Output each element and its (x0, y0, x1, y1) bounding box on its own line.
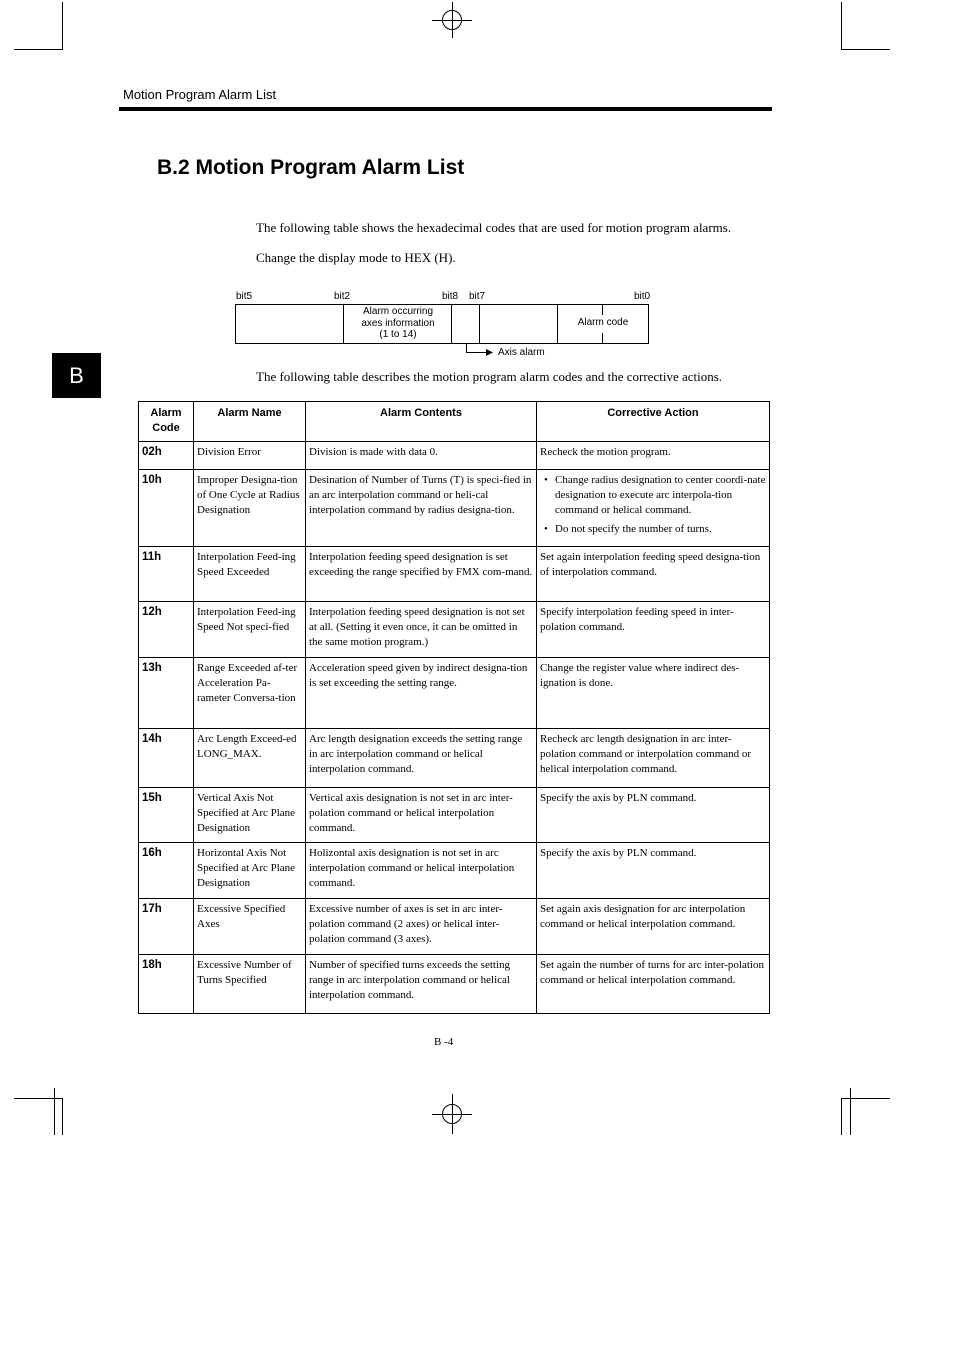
alarm-contents: Number of specified turns exceeds the setting range in arc interpolation command or helical interpolation command. (306, 954, 537, 1013)
bit7-label: bit7 (469, 291, 486, 302)
alarm-name: Division Error (194, 441, 306, 469)
header-corrective-action: Corrective Action (537, 402, 770, 442)
alarm-contents: Division is made with data 0. (306, 441, 537, 469)
alarm-contents: Excessive number of axes is set in arc inter-polation command (2 axes) or helical inter-polation command (3 axes). (306, 898, 537, 954)
corrective-action: Specify interpolation feeding speed in inter-polation command. (537, 601, 770, 657)
table-row (139, 842, 770, 898)
alarm-name: Vertical Axis Not Specified at Arc Plane Designation (194, 787, 306, 842)
alarm-contents: Holizontal axis designation is not set in arc interpolation command or helical interpolation command. (306, 842, 537, 898)
alarm-code: 14h (139, 728, 194, 787)
table-row (139, 954, 770, 1013)
alarm-code: 16h (139, 842, 194, 898)
corrective-action: Set again interpolation feeding speed designa-tion of interpolation command. (537, 546, 770, 601)
alarm-code: 13h (139, 657, 194, 728)
alarm-contents: Interpolation feeding speed designation is set exceeding the range specified by FMX com-mand. (306, 546, 537, 601)
alarm-name: Interpolation Feed-ing Speed Not speci-fied (194, 601, 306, 657)
alarm-code: 17h (139, 898, 194, 954)
axes-info-line-2: axes information (361, 317, 435, 329)
table-row (139, 469, 770, 546)
diagram-tick (602, 333, 603, 343)
alarm-code: 12h (139, 601, 194, 657)
corrective-action: Specify the axis by PLN command. (537, 787, 770, 842)
corrective-action (537, 469, 770, 546)
table-row (139, 657, 770, 728)
table-row (139, 898, 770, 954)
table-row (139, 787, 770, 842)
alarm-name: Horizontal Axis Not Specified at Arc Plane Designation (194, 842, 306, 898)
alarm-name: Interpolation Feed-ing Speed Exceeded (194, 546, 306, 601)
list-item: • Change radius designation to center coordi-nate designation to execute arc interpola-tion command or helical command. (540, 473, 766, 519)
header-alarm-contents: Alarm Contents (306, 402, 537, 442)
arrow-right-icon (486, 349, 493, 356)
corrective-action: Set again the number of turns for arc inter-polation command or helical interpolation command. (537, 954, 770, 1013)
table-row (139, 441, 770, 469)
alarm-contents: Interpolation feeding speed designation is not set at all. (Setting it even once, it can be omitted in the same motion program.) (306, 601, 537, 657)
alarm-code: 15h (139, 787, 194, 842)
header-rule (119, 107, 772, 111)
running-header: Motion Program Alarm List (123, 87, 277, 102)
alarm-contents: Acceleration speed given by indirect designa-tion is set exceeding the setting range. (306, 657, 537, 728)
alarm-name: Improper Designa-tion of One Cycle at Radius Designation (194, 469, 306, 546)
alarm-name: Excessive Specified Axes (194, 898, 306, 954)
axis-alarm-label: Axis alarm (498, 347, 545, 358)
diagram-divider (479, 304, 480, 344)
axis-alarm-connector (466, 352, 488, 353)
alarm-code: 02h (139, 441, 194, 469)
intro-paragraph-2: Change the display mode to HEX (H). (256, 250, 456, 265)
intro-paragraph-1: The following table shows the hexadecimal codes that are used for motion program alarms. (256, 220, 732, 235)
table-header-row (139, 402, 770, 442)
table-row (139, 728, 770, 787)
corrective-action-list (540, 473, 766, 538)
page-number: B -4 (434, 1036, 454, 1048)
corrective-action: Change the register value where indirect des-ignation is done. (537, 657, 770, 728)
table-row (139, 546, 770, 601)
header-alarm-name: Alarm Name (194, 402, 306, 442)
appendix-tab-letter: B (69, 362, 84, 388)
list-item: • Do not specify the number of turns. (540, 522, 766, 537)
alarm-name: Range Exceeded af-ter Acceleration Pa-rameter Conversa-tion (194, 657, 306, 728)
alarm-code: 18h (139, 954, 194, 1013)
corrective-action: Recheck arc length designation in arc inter-polation command or interpolation command or helical interpolation command. (537, 728, 770, 787)
bit2-label: bit2 (334, 291, 351, 302)
bit0-label: bit0 (634, 291, 651, 302)
corrective-action: Specify the axis by PLN command. (537, 842, 770, 898)
alarm-name: Excessive Number of Turns Specified (194, 954, 306, 1013)
corrective-action: Set again axis designation for arc interpolation command or helical interpolation command. (537, 898, 770, 954)
axes-info-cell (344, 306, 452, 341)
header-alarm-code: Alarm Code (139, 402, 194, 442)
corrective-action: Recheck the motion program. (537, 441, 770, 469)
alarm-contents: Arc length designation exceeds the setting range in arc interpolation command or helical interpolation command. (306, 728, 537, 787)
axes-info-line-3: (1 to 14) (379, 329, 417, 340)
diagram-tick (602, 305, 603, 315)
appendix-tab (52, 353, 101, 398)
table-row (139, 601, 770, 657)
alarm-code-cell: Alarm code (577, 317, 629, 328)
bit5-label: bit5 (236, 291, 253, 302)
alarm-code: 10h (139, 469, 194, 546)
alarm-table (138, 401, 770, 1014)
alarm-contents: Desination of Number of Turns (T) is speci-fied in an arc interpolation command or heli-cal interpolation command by radius designa-tion. (306, 469, 537, 546)
intro-paragraph-3: The following table describes the motion program alarm codes and the corrective actions. (256, 369, 723, 384)
axes-info-line-1: Alarm occurring (362, 306, 434, 317)
alarm-contents: Vertical axis designation is not set in arc inter-polation command or helical interpolation command. (306, 787, 537, 842)
bit8-label: bit8 (442, 291, 459, 302)
alarm-name: Arc Length Exceed-ed LONG_MAX. (194, 728, 306, 787)
alarm-code: 11h (139, 546, 194, 601)
section-title: B.2 Motion Program Alarm List (157, 156, 465, 179)
